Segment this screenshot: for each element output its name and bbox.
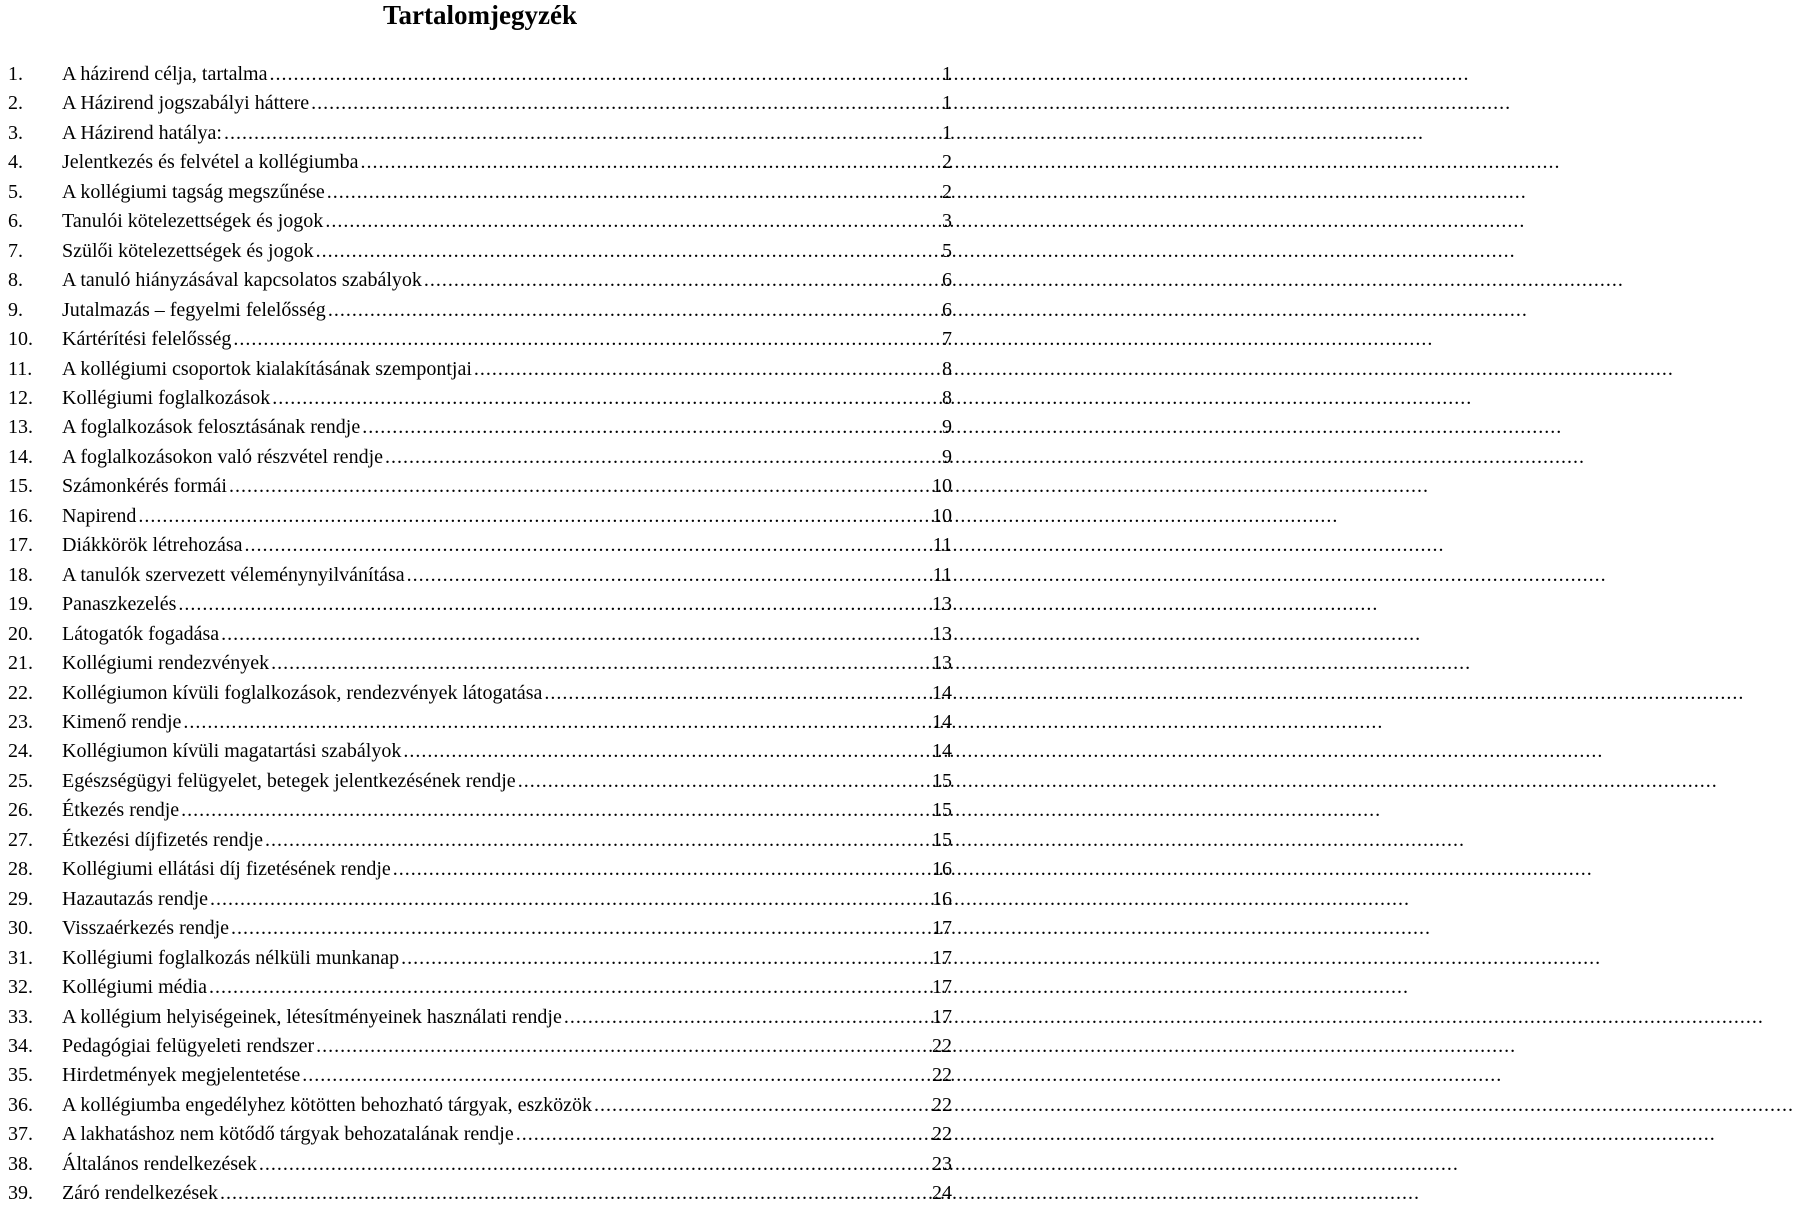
toc-entry-number: 35.: [8, 1064, 33, 1087]
toc-dot-leader: [229, 472, 930, 501]
toc-dot-leader: [210, 885, 930, 914]
toc-entry-title[interactable]: Étkezési díjfizetés rendje: [62, 828, 264, 851]
toc-entry-title[interactable]: A kollégium helyiségeinek, létesítményeinek használati rendje: [62, 1005, 562, 1028]
toc-entry-title[interactable]: Diákkörök létrehozása: [62, 534, 243, 557]
toc-dot-leader: [407, 561, 931, 590]
toc-entry-title[interactable]: A foglalkozások felosztásának rendje: [62, 416, 361, 439]
toc-entry-page-number[interactable]: 5: [942, 239, 952, 262]
toc-entry-page-number[interactable]: 22: [932, 1093, 952, 1116]
toc-entry[interactable]: [8, 885, 952, 914]
toc-dot-leader: [311, 89, 940, 118]
toc-dot-leader: [220, 1179, 930, 1208]
toc-entry-page-number[interactable]: 15: [932, 769, 952, 792]
toc-entry-page-number[interactable]: 10: [932, 504, 952, 527]
toc-entry-title[interactable]: Kollégiumi foglalkozás nélküli munkanap: [62, 946, 400, 969]
toc-entry-title[interactable]: Kollégiumi rendezvények: [62, 652, 270, 675]
toc-dot-leader: [401, 944, 930, 973]
toc-entry-title[interactable]: A lakhatáshoz nem kötődő tárgyak behozatalának rendje: [62, 1123, 514, 1146]
toc-entry-title[interactable]: Hirdetmények megjelentetése: [62, 1064, 301, 1087]
toc-dot-leader: [316, 1032, 930, 1061]
toc-dot-leader: [272, 384, 940, 413]
toc-entry-number: 1.: [8, 63, 23, 85]
toc-dot-leader: [302, 1061, 930, 1090]
toc-entry-title[interactable]: Jelentkezés és felvétel a kollégiumba: [62, 151, 359, 174]
toc-entry-number: 24.: [8, 740, 33, 763]
toc-entry[interactable]: [8, 944, 952, 973]
toc-entry-title[interactable]: Egészségügyi felügyelet, betegek jelentkezésének rendje: [62, 769, 516, 792]
toc-entry-number: 38.: [8, 1152, 33, 1175]
toc-dot-leader: [518, 767, 930, 796]
toc-entry-title[interactable]: Kimenő rendje: [62, 710, 182, 733]
toc-entry-title[interactable]: Pedagógiai felügyeleti rendszer: [62, 1034, 315, 1057]
toc-entry-page-number[interactable]: 14: [932, 740, 952, 763]
toc-entry-number: 22.: [8, 681, 33, 704]
toc-entry-title[interactable]: A tanulók szervezett véleménynyilvánítása: [62, 563, 405, 586]
toc-entry-number: 31.: [8, 946, 33, 969]
toc-entry-title[interactable]: A tanuló hiányzásával kapcsolatos szabályok: [62, 269, 422, 292]
toc-entry-page-number[interactable]: 22: [932, 1034, 952, 1057]
toc-entry[interactable]: [8, 1091, 952, 1120]
toc-dot-leader: [516, 1120, 930, 1149]
toc-entry-title[interactable]: Szülői kötelezettségek és jogok: [62, 239, 314, 262]
toc-dot-leader: [325, 207, 940, 236]
toc-entry[interactable]: [8, 1032, 952, 1061]
toc-dot-leader: [178, 590, 930, 619]
toc-entry-title[interactable]: Záró rendelkezések: [62, 1182, 219, 1205]
toc-entry[interactable]: [8, 826, 952, 855]
toc-entry-number: 10.: [8, 328, 33, 351]
toc-dot-leader: [271, 649, 930, 678]
toc-entry-page-number[interactable]: 15: [932, 828, 952, 851]
toc-entry-page-number[interactable]: 11: [932, 534, 952, 557]
toc-dot-leader: [233, 325, 940, 354]
toc-entry-page-number[interactable]: 22: [932, 1064, 952, 1087]
toc-entry-page-number[interactable]: 17: [932, 917, 952, 940]
toc-entry-page-number[interactable]: 13: [932, 652, 952, 675]
toc-dot-leader: [183, 708, 930, 737]
toc-entry-title[interactable]: Tanulói kötelezettségek és jogok: [62, 210, 324, 233]
toc-entry[interactable]: [8, 767, 952, 796]
toc-dot-leader: [564, 1003, 930, 1032]
toc-entry-number: 32.: [8, 976, 33, 999]
toc-entry-number: 11.: [8, 357, 33, 380]
toc-entry-title[interactable]: Kollégiumon kívüli magatartási szabályok: [62, 740, 402, 763]
toc-entry-number: 36.: [8, 1093, 33, 1116]
toc-entry-page-number[interactable]: 1: [942, 63, 952, 85]
toc-entry-page-number[interactable]: 10: [932, 475, 952, 498]
toc-entry[interactable]: [8, 178, 952, 207]
toc-entry[interactable]: [8, 531, 952, 560]
toc-entry-page-number[interactable]: 1: [942, 121, 952, 144]
toc-dot-leader: [424, 266, 940, 295]
toc-entry[interactable]: [8, 679, 952, 708]
toc-entry[interactable]: [8, 561, 952, 590]
toc-entry-title[interactable]: A kollégiumba engedélyhez kötötten behozható tárgyak, eszközök: [62, 1093, 593, 1116]
toc-entry[interactable]: [8, 296, 952, 325]
toc-entry-number: 8.: [8, 269, 23, 292]
toc-dot-leader: [316, 237, 940, 266]
toc-entry[interactable]: [8, 266, 952, 295]
toc-entry[interactable]: [8, 1150, 952, 1179]
toc-entry-page-number[interactable]: 1: [942, 92, 952, 115]
toc-entry-title[interactable]: Kollégiumi ellátási díj fizetésének rendje: [62, 858, 391, 881]
toc-entry-page-number[interactable]: 2: [942, 180, 952, 203]
toc-dot-leader: [224, 119, 940, 148]
toc-entry-page-number[interactable]: 16: [932, 858, 952, 881]
toc-entry-page-number[interactable]: 13: [932, 593, 952, 616]
toc-entry-page-number[interactable]: 22: [932, 1123, 952, 1146]
toc-dot-leader: [361, 148, 940, 177]
toc-entry-number: 9.: [8, 298, 23, 321]
toc-entry-title[interactable]: Általános rendelkezések: [62, 1152, 257, 1175]
toc-entry-number: 4.: [8, 151, 23, 174]
toc-entry-title[interactable]: A kollégiumi csoportok kialakításának szempontjai: [62, 357, 472, 380]
toc-entry-page-number[interactable]: 16: [932, 887, 952, 910]
toc-entry[interactable]: [8, 1120, 952, 1149]
toc-entry-page-number[interactable]: 3: [942, 210, 952, 233]
toc-entry[interactable]: [8, 384, 952, 413]
toc-entry-title[interactable]: Napirend: [62, 504, 137, 527]
toc-entry-page-number[interactable]: 8: [942, 357, 952, 380]
toc-dot-leader: [231, 914, 930, 943]
toc-entry-number: 28.: [8, 858, 33, 881]
toc-entry-number: 30.: [8, 917, 33, 940]
toc-dot-leader: [244, 531, 930, 560]
toc-entry-number: 15.: [8, 475, 33, 498]
toc-dot-leader: [544, 679, 930, 708]
toc-entry[interactable]: [8, 502, 952, 531]
page-title: Tartalomjegyzék: [383, 0, 577, 30]
toc-dot-leader: [327, 178, 940, 207]
toc-entry-number: 13.: [8, 416, 33, 439]
toc-entry-number: 26.: [8, 799, 33, 822]
toc-entry-title[interactable]: A foglalkozásokon való részvétel rendje: [62, 445, 383, 468]
toc-entry[interactable]: [8, 148, 952, 177]
toc-entry-number: 12.: [8, 386, 33, 409]
toc-entry-number: 17.: [8, 534, 33, 557]
toc-entry-title[interactable]: Kollégiumi média: [62, 976, 207, 999]
toc-dot-leader: [474, 355, 940, 384]
toc-entry-number: 18.: [8, 563, 33, 586]
toc-entry[interactable]: [8, 620, 952, 649]
toc-dot-leader: [393, 855, 930, 884]
toc-entry[interactable]: [8, 708, 952, 737]
toc-entry-number: 25.: [8, 769, 33, 792]
toc-entry-title[interactable]: Kártérítési felelősség: [62, 328, 232, 351]
toc-entry-page-number[interactable]: 9: [942, 416, 952, 439]
toc-entry-number: 19.: [8, 593, 33, 616]
toc-entry[interactable]: [8, 207, 952, 236]
toc-entry-number: 37.: [8, 1123, 33, 1146]
toc-entry-number: 29.: [8, 887, 33, 910]
toc-entry-page-number[interactable]: 9: [942, 445, 952, 468]
toc-entry[interactable]: [8, 89, 952, 118]
toc-dot-leader: [209, 973, 930, 1002]
toc-entry-page-number[interactable]: 14: [932, 710, 952, 733]
toc-dot-leader: [403, 737, 930, 766]
toc-entry[interactable]: [8, 855, 952, 884]
toc-entry[interactable]: [8, 325, 952, 354]
toc-entry-number: 16.: [8, 504, 33, 527]
toc-entry[interactable]: [8, 355, 952, 384]
toc-entry[interactable]: [8, 737, 952, 766]
toc-entry-title[interactable]: Jutalmazás – fegyelmi felelősség: [62, 298, 326, 321]
toc-entry[interactable]: [8, 973, 952, 1002]
toc-entry[interactable]: [8, 443, 952, 472]
toc-entry[interactable]: [8, 590, 952, 619]
toc-entry-title[interactable]: Étkezés rendje: [62, 799, 180, 822]
table-of-contents: [8, 60, 952, 1209]
toc-entry[interactable]: [8, 1179, 952, 1208]
toc-entry-page-number[interactable]: 6: [942, 298, 952, 321]
toc-entry[interactable]: [8, 60, 952, 89]
toc-entry-page-number[interactable]: 17: [932, 976, 952, 999]
toc-entry[interactable]: [8, 237, 952, 266]
toc-entry[interactable]: [8, 472, 952, 501]
toc-dot-leader: [265, 826, 930, 855]
toc-dot-leader: [362, 413, 940, 442]
toc-entry-title[interactable]: Hazautazás rendje: [62, 887, 209, 910]
toc-entry-number: 34.: [8, 1034, 33, 1057]
toc-dot-leader: [221, 620, 930, 649]
toc-entry-number: 3.: [8, 121, 23, 144]
toc-entry-title[interactable]: Látogatók fogadása: [62, 622, 220, 645]
toc-entry-number: 20.: [8, 622, 33, 645]
toc-entry[interactable]: [8, 1061, 952, 1090]
toc-dot-leader: [259, 1150, 930, 1179]
toc-entry-page-number[interactable]: 13: [932, 622, 952, 645]
toc-entry-page-number[interactable]: 7: [942, 328, 952, 351]
toc-entry-number: 2.: [8, 92, 23, 115]
toc-entry-title[interactable]: A kollégiumi tagság megszűnése: [62, 180, 325, 203]
toc-entry-page-number[interactable]: 14: [932, 681, 952, 704]
toc-entry-number: 27.: [8, 828, 33, 851]
toc-entry-number: 7.: [8, 239, 23, 262]
toc-entry-page-number[interactable]: 24: [932, 1182, 952, 1205]
toc-entry-page-number[interactable]: 17: [932, 1005, 952, 1028]
toc-entry-title[interactable]: Visszaérkezés rendje: [62, 917, 230, 940]
toc-entry-page-number[interactable]: 11: [932, 563, 952, 586]
toc-entry-number: 21.: [8, 652, 33, 675]
toc-entry-number: 6.: [8, 210, 23, 233]
toc-entry-title[interactable]: Kollégiumon kívüli foglalkozások, rendezvények látogatása: [62, 681, 543, 704]
toc-entry-title[interactable]: Panaszkezelés: [62, 593, 177, 616]
toc-entry-number: 23.: [8, 710, 33, 733]
toc-entry-page-number[interactable]: 6: [942, 269, 952, 292]
toc-entry-title[interactable]: A házirend célja, tartalma: [62, 63, 268, 85]
toc-dot-leader: [328, 296, 940, 325]
toc-dot-leader: [269, 60, 940, 89]
toc-entry[interactable]: [8, 914, 952, 943]
toc-dot-leader: [181, 796, 930, 825]
toc-entry[interactable]: [8, 1003, 952, 1032]
toc-entry-number: 5.: [8, 180, 23, 203]
toc-dot-leader: [138, 502, 930, 531]
toc-entry-title[interactable]: A Házirend hatálya:: [62, 121, 222, 144]
toc-entry-title[interactable]: Kollégiumi foglalkozások: [62, 386, 271, 409]
toc-entry-number: 39.: [8, 1182, 33, 1205]
toc-entry-page-number[interactable]: 23: [932, 1152, 952, 1175]
toc-entry-page-number[interactable]: 17: [932, 946, 952, 969]
toc-entry[interactable]: [8, 649, 952, 678]
toc-entry[interactable]: [8, 796, 952, 825]
toc-entry-title[interactable]: Számonkérés formái: [62, 475, 227, 498]
toc-entry-title[interactable]: A Házirend jogszabályi háttere: [62, 92, 310, 115]
toc-entry-page-number[interactable]: 8: [942, 386, 952, 409]
toc-entry-page-number[interactable]: 15: [932, 799, 952, 822]
toc-dot-leader: [594, 1091, 930, 1120]
toc-entry[interactable]: [8, 119, 952, 148]
toc-entry[interactable]: [8, 413, 952, 442]
toc-entry-number: 33.: [8, 1005, 33, 1028]
toc-dot-leader: [385, 443, 940, 472]
toc-entry-page-number[interactable]: 2: [942, 151, 952, 174]
toc-entry-number: 14.: [8, 445, 33, 468]
